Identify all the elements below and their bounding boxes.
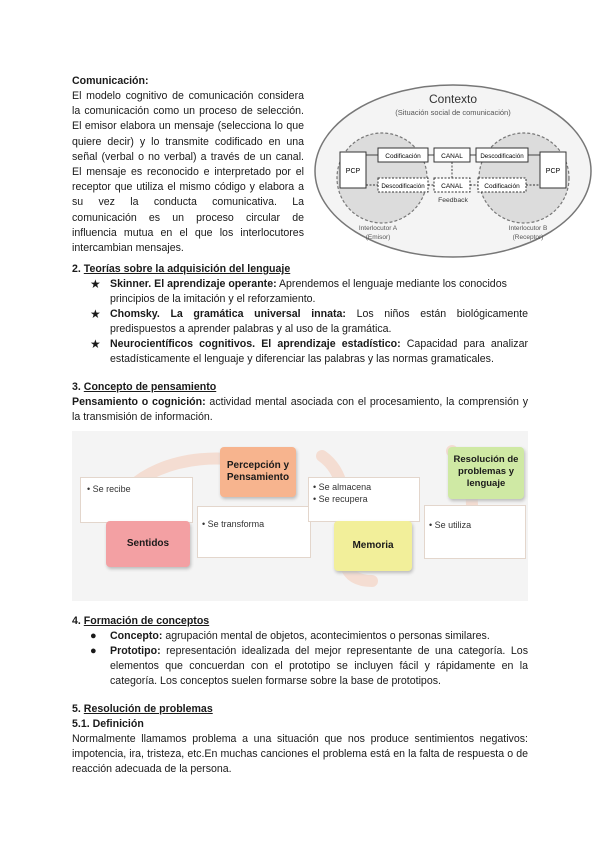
section-concepts bbox=[72, 614, 528, 689]
step-box-transform: • Se transforma bbox=[197, 506, 311, 558]
communication-heading: Comunicación: bbox=[72, 75, 149, 87]
step-box-store: • Se almacena • Se recupera bbox=[308, 477, 420, 522]
thought-number: 3. bbox=[72, 381, 81, 393]
section-theories bbox=[72, 262, 528, 367]
canal-top: CANAL bbox=[441, 153, 463, 160]
definition-subheading: 5.1. Definición bbox=[72, 718, 144, 730]
codificacion-right: Codificación bbox=[484, 183, 520, 190]
star-icon: ★ bbox=[90, 307, 101, 321]
list-item: ★ Skinner. El aprendizaje operante: Aprendemos el lenguaje mediante los conocidos principios de la imitación y el reforzamiento. bbox=[90, 277, 507, 305]
section-thought bbox=[72, 380, 528, 425]
list-item: ★ Chomsky. La gramática universal innata: Los niños están biológicamente predispuestos a aprender palabras y al uso de la gramática. bbox=[90, 307, 529, 335]
pcp-right: PCP bbox=[545, 168, 561, 175]
resolucion-node: Resolución de problemas y lenguaje bbox=[448, 447, 524, 499]
receptor-label: (Receptor) bbox=[512, 234, 544, 241]
problems-number: 5. bbox=[72, 703, 81, 715]
percepcion-node: Percepción y Pensamiento bbox=[220, 447, 296, 497]
bullet-icon: ● bbox=[90, 645, 97, 657]
thinking-process-diagram bbox=[72, 431, 528, 601]
thought-heading: Concepto de pensamiento bbox=[83, 381, 217, 393]
interlocutor-b: Interlocutor B bbox=[508, 225, 548, 232]
problems-heading: Resolución de problemas bbox=[83, 703, 213, 715]
canal-bottom: CANAL bbox=[441, 183, 463, 190]
sentidos-node: Sentidos bbox=[106, 521, 190, 567]
bullet-icon: ● bbox=[90, 630, 97, 642]
memoria-node: Memoria bbox=[334, 521, 412, 571]
communication-diagram bbox=[312, 82, 594, 260]
emisor-label: (Emisor) bbox=[365, 234, 391, 241]
section-communication bbox=[72, 74, 304, 256]
problems-body: Normalmente llamamos problema a una situación que nos produce sentimientos negativos: impotencia, ira, tristeza, etc.En muchas canciones el problema está en la falta de respuesta o de reacción adecuada de la persona. bbox=[72, 733, 528, 775]
diagram-title: Contexto bbox=[428, 92, 478, 106]
decodificacion-right: Descodificación bbox=[480, 153, 524, 160]
diagram-subtitle: (Situación social de comunicación) bbox=[395, 108, 511, 117]
star-icon: ★ bbox=[90, 337, 101, 351]
step-box-use: • Se utiliza bbox=[424, 505, 526, 559]
communication-body: El modelo cognitivo de comunicación considera la comunicación como un proceso de selección. El emisor elabora un mensaje (selecciona lo que quiere decir) y lo transmite codificado en una señal (verbal o no verbal) a través de un canal. El mensaje es reconocido e interpretado por el receptor que utiliza el mismo código y elabora a su vez la conducta comunicativa. La comunicación es un proceso circular de influencia mutua en el que los interlocutores intercambian mensajes. bbox=[72, 90, 304, 255]
feedback-label: Feedback bbox=[438, 197, 468, 204]
theories-heading: Teorías sobre la adquisición del lenguaje bbox=[83, 263, 291, 275]
step-box-receive: • Se recibe bbox=[80, 477, 193, 523]
star-icon: ★ bbox=[90, 277, 101, 291]
thought-definition: Pensamiento o cognición: actividad mental asociada con el procesamiento, la comprensión y la transmisión de información. bbox=[72, 396, 528, 423]
list-item: ● Concepto: agrupación mental de objetos, acontecimientos o personas similares. bbox=[90, 630, 490, 642]
theories-number: 2. bbox=[72, 263, 81, 275]
list-item: ● Prototipo: representación idealizada del mejor representante de una categoría. Los elementos que concuerdan con el prototipo se incluyen fácil y rápidamente en la categoría. Los conceptos suelen formarse sobre la base de prototipos. bbox=[90, 645, 528, 687]
decodificacion-left: Descodificación bbox=[381, 183, 425, 190]
concepts-number: 4. bbox=[72, 615, 81, 627]
codificacion-left: Codificación bbox=[385, 153, 421, 160]
concepts-heading: Formación de conceptos bbox=[83, 615, 210, 627]
list-item: ★ Neurocientíficos cognitivos. El aprendizaje estadístico: Capacidad para analizar estadísticamente el lenguaje y diferenciar las palabras y las normas gramaticales. bbox=[90, 337, 528, 365]
section-problems bbox=[72, 702, 528, 777]
interlocutor-a: Interlocutor A bbox=[358, 225, 398, 232]
pcp-left: PCP bbox=[345, 168, 361, 175]
